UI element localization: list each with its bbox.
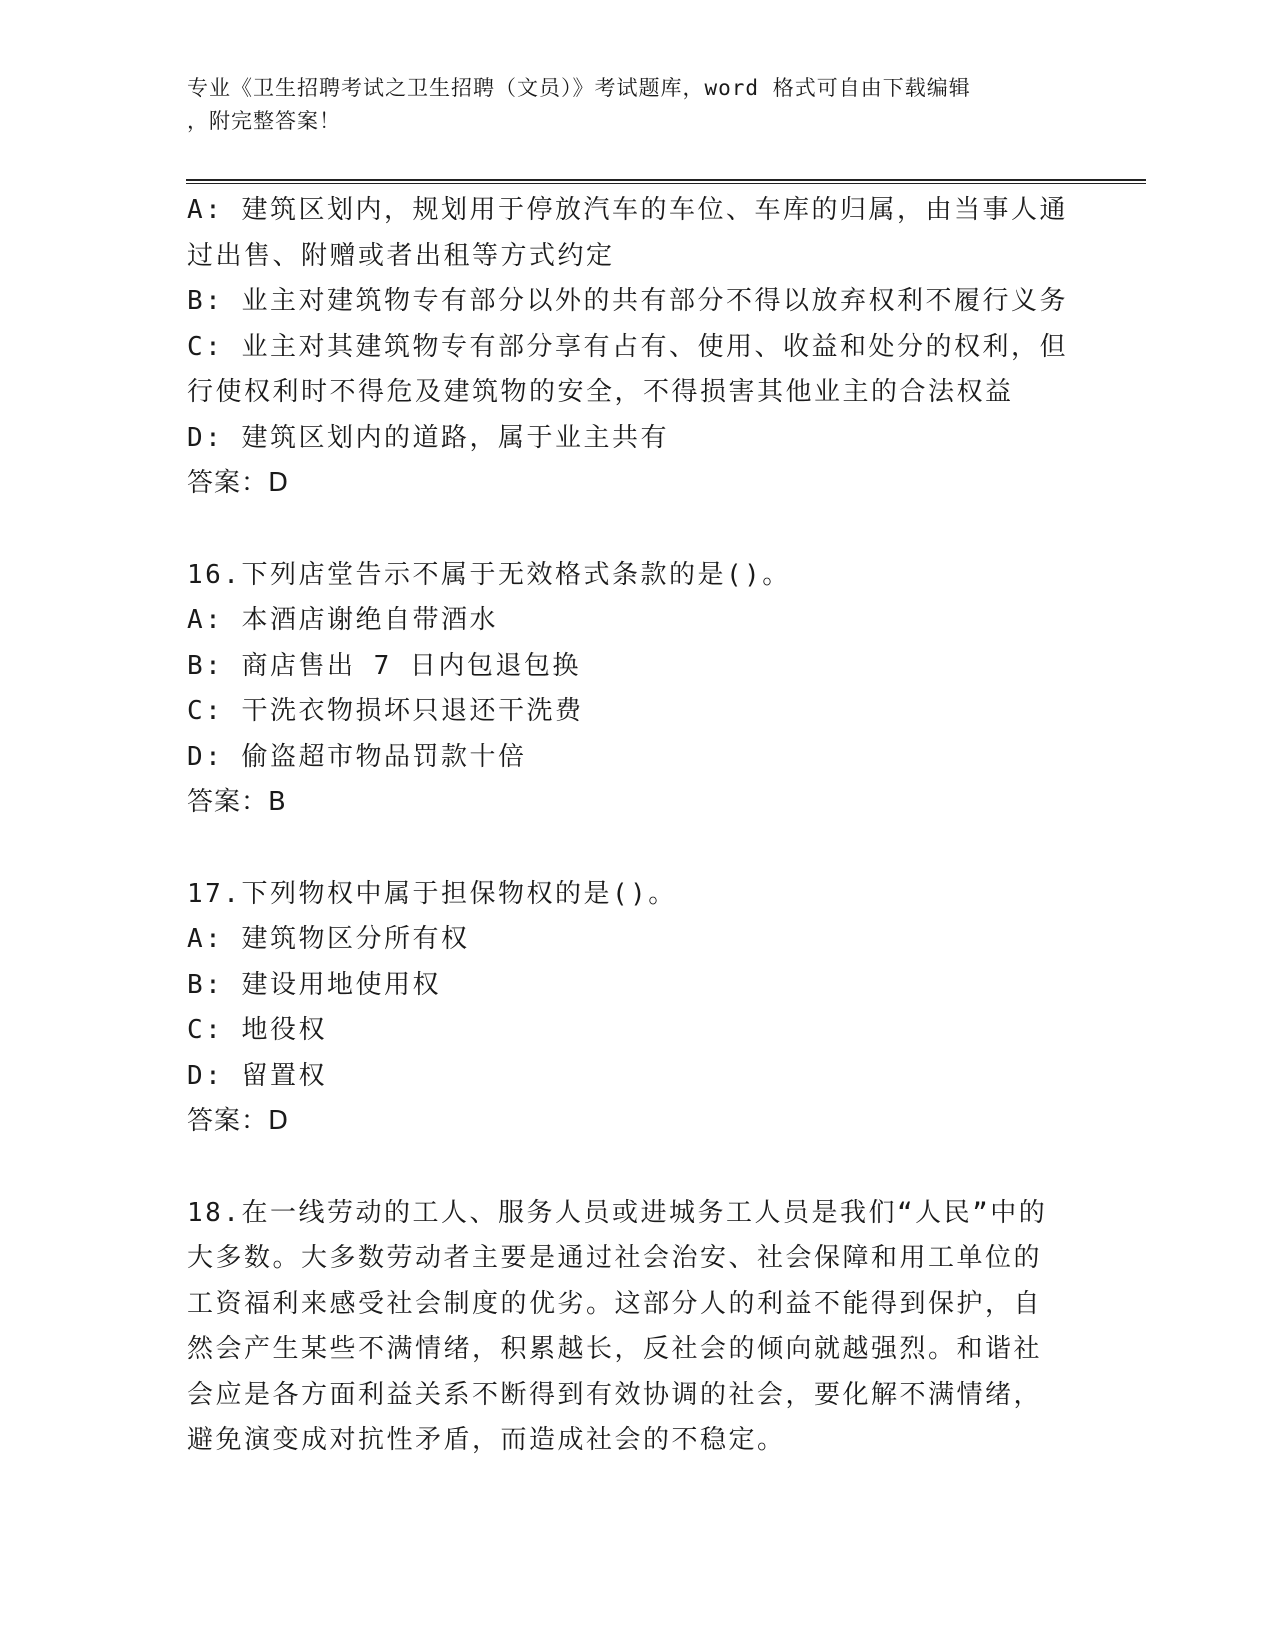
answer-label: 答案：D [187, 468, 290, 498]
question-17-block [187, 872, 1067, 1145]
option-c: C: 地役权 [187, 1015, 327, 1045]
header-title-line-1: 专业《卫生招聘考试之卫生招聘（文员）》考试题库，word 格式可自由下载编辑 [187, 76, 971, 100]
question-stem-line-4: 然会产生某些不满情绪，积累越长，反社会的倾向就越强烈。和谐社 [187, 1334, 1043, 1364]
option-d: D: 偷盗超市物品罚款十倍 [187, 741, 527, 772]
option-c: C: 干洗衣物损坏只退还干洗费 [187, 696, 584, 726]
question-stem-line-5: 会应是各方面利益关系不断得到有效协调的社会，要化解不满情绪， [187, 1379, 1043, 1410]
header-divider-thick [186, 179, 1146, 181]
question-stem-line-2: 大多数。大多数劳动者主要是通过社会治安、社会保障和用工单位的 [187, 1243, 1043, 1273]
question-stem-line-3: 工资福利来感受社会制度的优劣。这部分人的利益不能得到保护，自 [187, 1288, 1043, 1319]
question-list [187, 188, 1067, 1464]
header-divider-thin [186, 183, 1146, 184]
option-a: A: 建筑物区分所有权 [187, 924, 470, 954]
option-a-line-2: 过出售、附赠或者出租等方式约定 [187, 240, 615, 271]
question-15-block [187, 188, 1067, 507]
question-stem-line-1: 18.在一线劳动的工人、服务人员或进城务工人员是我们“人民”中的 [187, 1197, 1048, 1228]
answer-label: 答案：B [187, 787, 287, 817]
spacer [187, 1145, 1067, 1191]
question-16-block [187, 553, 1067, 826]
answer-label: 答案：D [187, 1106, 290, 1136]
question-stem: 16.下列店堂告示不属于无效格式条款的是()。 [187, 559, 791, 590]
option-b: B: 建设用地使用权 [187, 969, 441, 1000]
page-header [187, 72, 1087, 138]
option-d: D: 建筑区划内的道路，属于业主共有 [187, 422, 669, 453]
question-stem-line-6: 避免演变成对抗性矛盾，而造成社会的不稳定。 [187, 1425, 786, 1455]
option-a: A: 本酒店谢绝自带酒水 [187, 605, 498, 635]
option-c-line-1: C: 业主对其建筑物专有部分享有占有、使用、收益和处分的权利，但 [187, 331, 1068, 362]
question-18-block [187, 1191, 1067, 1464]
header-title-line-2: ，附完整答案！ [187, 109, 341, 133]
spacer [187, 826, 1067, 872]
option-d: D: 留置权 [187, 1060, 327, 1091]
option-c-line-2: 行使权利时不得危及建筑物的安全，不得损害其他业主的合法权益 [187, 377, 1014, 407]
spacer [187, 507, 1067, 553]
option-b: B: 业主对建筑物专有部分以外的共有部分不得以放弃权利不履行义务 [187, 286, 1068, 316]
option-a-line-1: A: 建筑区划内，规划用于停放汽车的车位、车库的归属，由当事人通 [187, 195, 1068, 225]
option-b: B: 商店售出 7 日内包退包换 [187, 650, 581, 681]
question-stem: 17.下列物权中属于担保物权的是()。 [187, 878, 677, 909]
